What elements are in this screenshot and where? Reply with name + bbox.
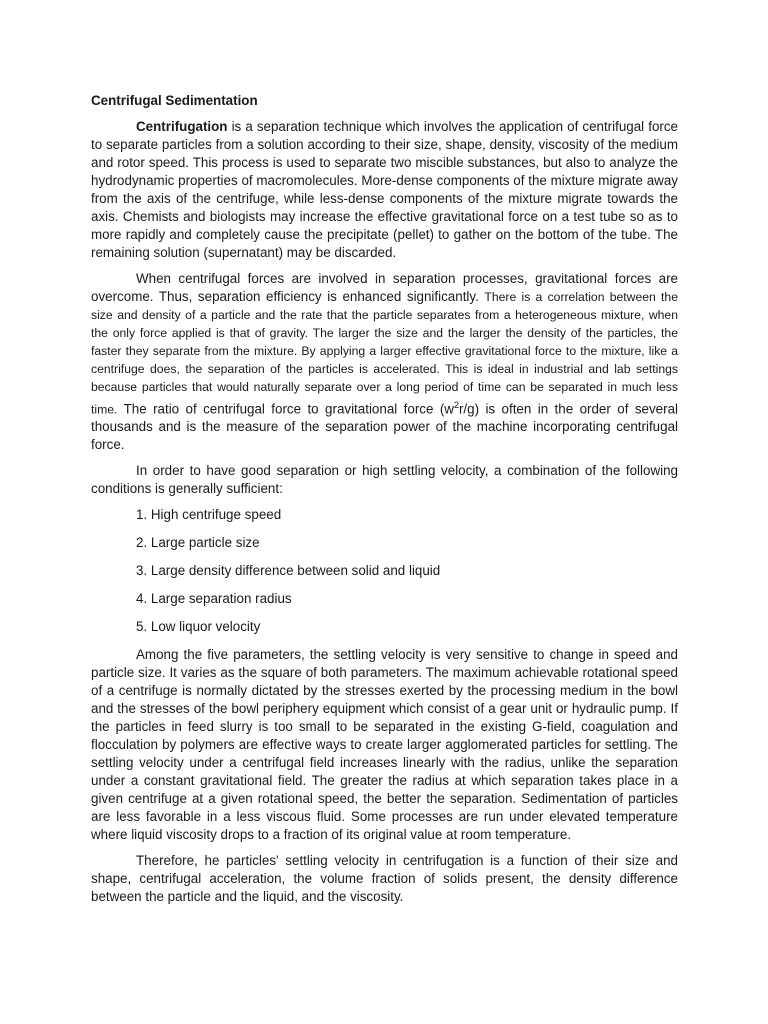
- paragraph-text: r/g) is often in the order of several thousands and is the measure of the separation power of the machine incorporating centrifugal force.: [91, 401, 678, 453]
- paragraph-text: The ratio of centrifugal force to gravitational force (w: [117, 401, 454, 417]
- section-heading: Centrifugal Sedimentation: [91, 93, 258, 108]
- superscript: 2: [453, 400, 459, 410]
- paragraph-conditions-intro: In order to have good separation or high settling velocity, a combination of the following conditions is generally sufficient:: [91, 463, 678, 497]
- paragraph-centrifugation-definition: [91, 118, 678, 262]
- bold-term: Centrifugation: [136, 119, 228, 134]
- paragraph-separation-efficiency: [91, 270, 678, 454]
- paragraph-conclusion: Therefore, he particles' settling velocity in centrifugation is a function of their size and shape, centrifugal acceleration, the volume fraction of solids present, the density difference between the particle and the liquid, and the viscosity.: [91, 853, 678, 905]
- list-item: 3. Large density difference between solid and liquid: [136, 563, 441, 579]
- paragraph-text: When centrifugal forces are involved in separation processes, gravitational forces are overcome. Thus, separation efficiency is enhanced significantly.: [91, 271, 678, 304]
- paragraph-small-text: There is a correlation between the size and density of a particle and the rate that the particle separates from a heterogeneous mixture, when the only force applied is that of gravity. The larger the size and the larger the density of the particles, the faster they separate from the mixture. By applying a larger effective gravitational force to the mixture, like a centrifuge does, the separation of the particles is accelerated. This is ideal in industrial and lab settings because particles that would naturally separate over a long period of time can be separated in much less time.: [91, 290, 678, 417]
- paragraph-text: is a separation technique which involves the application of centrifugal force to separate particles from a solution according to their size, shape, density, viscosity of the medium and rotor speed. This process is used to separate two miscible substances, but also to analyze the hydrodynamic properties of macromolecules. More-dense components of the mixture migrate away from the axis of the centrifuge, while less-dense components of the mixture migrate towards the axis. Chemists and biologists may increase the effective gravitational force on a test tube so as to more rapidly and completely cause the precipitate (pellet) to gather on the bottom of the tube. The remaining solution (supernatant) may be discarded.: [91, 119, 678, 260]
- list-item: 4. Large separation radius: [136, 591, 292, 607]
- paragraph-settling-velocity: Among the five parameters, the settling velocity is very sensitive to change in speed and particle size. It varies as the square of both parameters. The maximum achievable rotational speed of a centrifuge is normally dictated by the stresses exerted by the processing medium in the bowl and the stresses of the bowl periphery equipment which consist of a gear unit or hydraulic pump. If the particles in feed slurry is too small to be separated in the existing G-field, coagulation and flocculation by polymers are effective ways to create larger agglomerated particles for settling. The settling velocity under a centrifugal field increases linearly with the radius, unlike the separation under a constant gravitational field. The greater the radius at which separation takes place in a given centrifuge at a given rotational speed, the better the separation. Sedimentation of particles are less favorable in a less viscous fluid. Some processes are run under elevated temperature where liquid viscosity drops to a fraction of its original value at room temperature.: [91, 647, 678, 843]
- list-item: 2. Large particle size: [136, 535, 260, 551]
- document-page: [91, 92, 678, 914]
- list-item: 5. Low liquor velocity: [136, 619, 261, 635]
- conditions-list: [91, 506, 678, 636]
- list-item: 1. High centrifuge speed: [136, 507, 282, 523]
